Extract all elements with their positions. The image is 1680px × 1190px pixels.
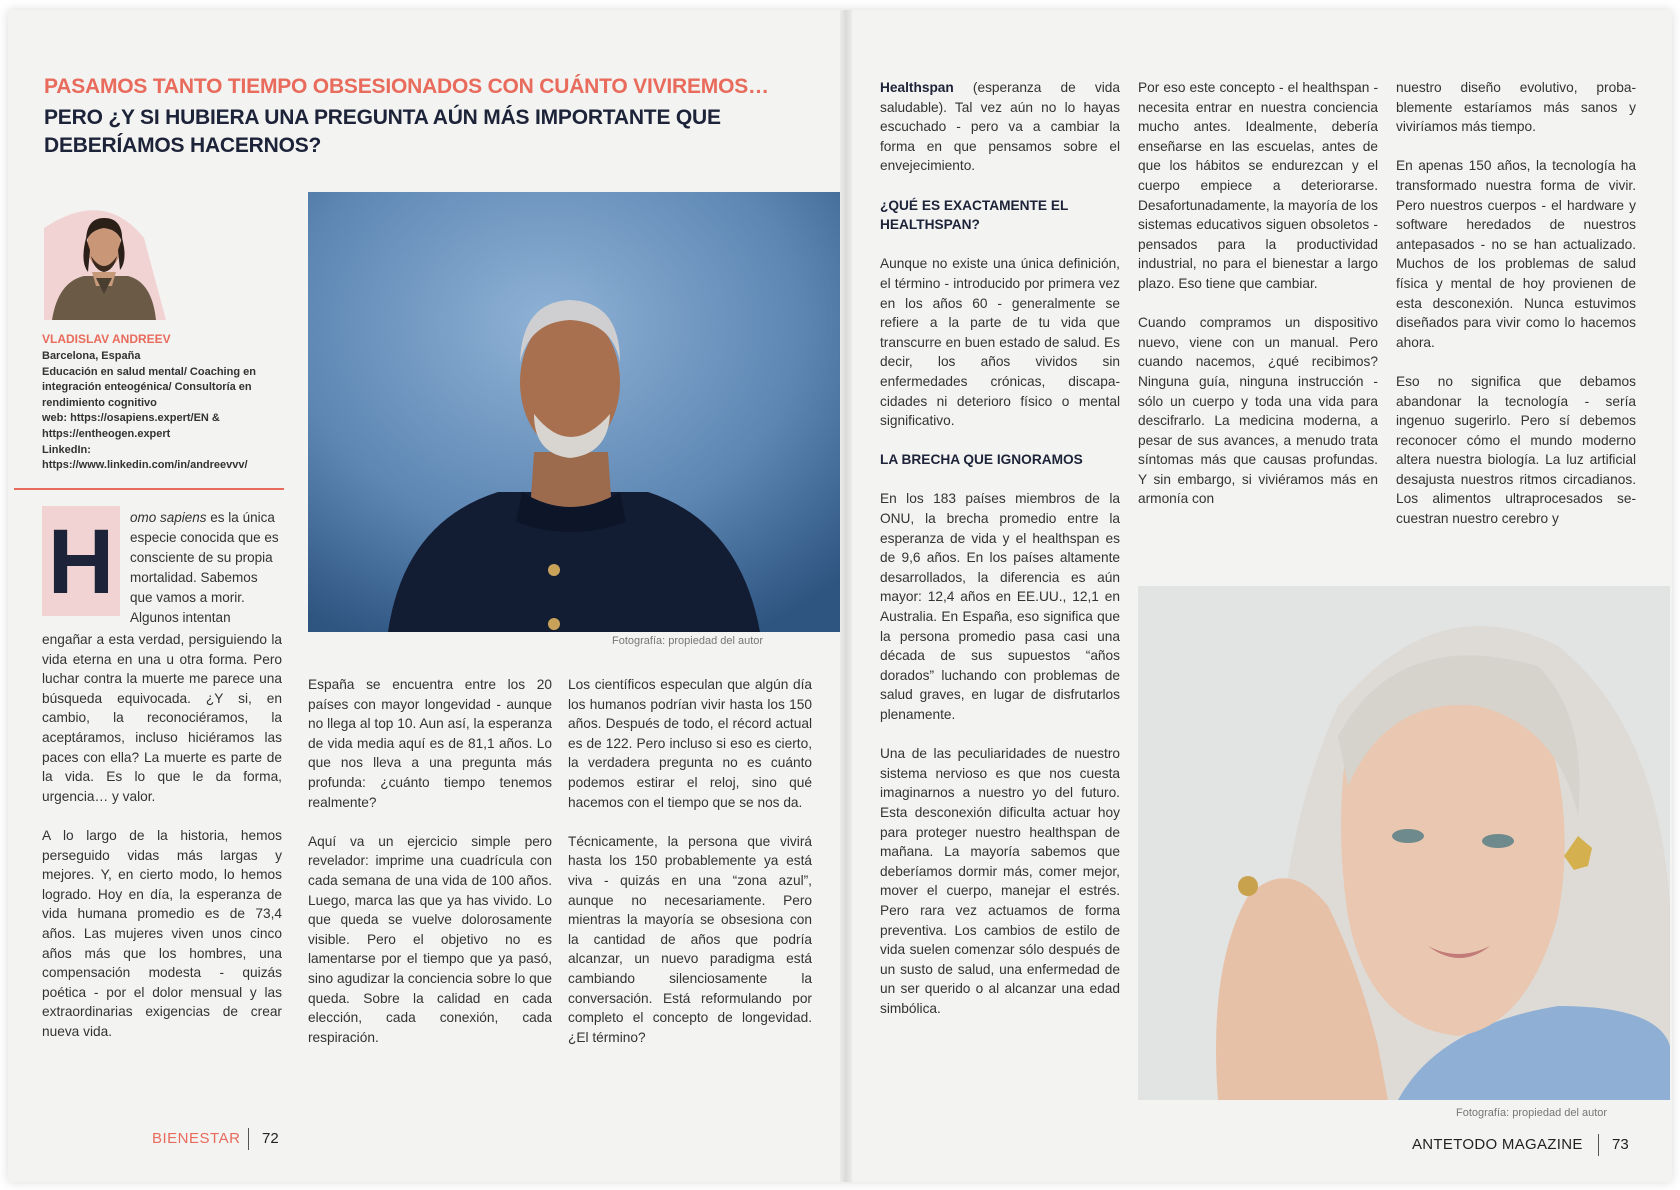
paragraph: Eso no significa que debamos abandonar la tecnología - sería ingenuo sugerirlo. Pero sí debemos reconocer cómo el mundo moderno altera nuestra biología. La luz artificial desajusta nuestros ritmos circadianos. Los alimentos ultraprocesados secuestran nuestro cerebro y xyxy=(1396,373,1636,527)
author-linkedin-link[interactable]: https://www.linkedin.com/in/andreevvv/ xyxy=(42,459,248,472)
paragraph: Cuando compramos un dispositivo nuevo, viene con un manual. Pero cuando nacemos, ¿qué recibimos? Ninguna guía, ninguna instrucción - sólo un cuerpo y toda una vida para descifrarlo. La medicina moderna, a pesar de sus avances, a menudo trata síntomas más que causas profundas. Y sin embargo, si viviéramos más en armonía con xyxy=(1138,315,1378,507)
author-photo xyxy=(44,198,166,320)
intro-italic: omo sapiens xyxy=(130,510,207,525)
article-column-6 xyxy=(1396,78,1636,529)
paragraph: Por eso este concepto - el healthspan - necesita entrar en nuestra conciencia mucho antes. Idealmente, debería enseñarse en las escuelas, antes de que los hábitos se endurezcan y el cuerpo empiece a deteriorarse. Desafortunadamente, la mayoría de los sistemas educativos siguen obsoletos - pensados para la productividad industrial, no para el bienestar a largo plazo. Eso tiene que cambiar. xyxy=(1138,80,1378,291)
author-details xyxy=(42,349,282,474)
author-name: VLADISLAV ANDREEV xyxy=(42,332,171,346)
paragraph: En apenas 150 años, la tecnología ha transformado nuestra forma de vivir. Pero nuestros cuerpos - el hardware y software heredados de nuestros antepasados - no se han actualizado. Muchos de los problemas de salud física y mental de hoy provienen de esta desconexión. Nunca estuvimos diseñados para vivir como lo hacemos ahora. xyxy=(1396,158,1636,350)
page-gutter xyxy=(840,10,852,1182)
section-heading: ¿QUÉ ES EXACTAMENTE EL HEALTHSPAN? xyxy=(880,197,1069,233)
portrait-photo-woman xyxy=(1138,586,1670,1100)
article-column-1 xyxy=(42,630,282,1041)
magazine-spread xyxy=(8,10,1672,1182)
paragraph: Aquí va un ejercicio simple pero revelador: imprime una cuadrícula con cada semana de una vida de 100 años. Luego, marca las que ya has vivido. Lo que queda se vuelve dolorosamente visible. Pero el objetivo no es lamentarse por el tiempo que ya pasó, sino agudizar la conciencia sobre lo que queda. Sobre la calidad en cada elección, cada conexión, cada respiración. xyxy=(308,833,552,1045)
footer-separator xyxy=(1598,1134,1599,1156)
photo-caption-2: Fotografía: propiedad del autor xyxy=(1456,1107,1608,1119)
accent-divider xyxy=(14,488,284,490)
author-location: Barcelona, España xyxy=(42,350,141,362)
dropcap-letter: H xyxy=(47,511,115,613)
paragraph: España se encuentra entre los 20 países con mayor longevidad - aunque no llega al top 10. Aun así, la esperanza de vida media aquí es de 81,1 años. Lo que nos lleva a una pregunta más profunda: ¿cuánto tiempo tenemos realmente? xyxy=(308,677,552,810)
paragraph: nuestro diseño evolutivo, probablemente estaríamos más sanos y viviríamos más tiempo. xyxy=(1396,80,1636,135)
paragraph: engañar a esta verdad, persiguiendo la vida eterna en una u otra forma. Pero luchar contra la muerte me parece una búsqueda equivocada. ¿Y si, en cambio, la reconociéramos, la aceptáramos, incluso hiciéramos las paces con ella? La muerte es parte de la vida. Es lo que le da forma, urgencia… y valor. xyxy=(42,632,282,804)
paragraph: A lo largo de la historia, hemos perseguido vidas más largas y mejores. Y, en cierto modo, lo hemos logrado. Hoy en día, la esperanza de vida humana promedio es de 73,4 años. Las mujeres viven unos cinco años más que los hombres, una compensación modesta - quizás poética - por el dolor mensual y las extraordinarias exigencias de crear nueva vida. xyxy=(42,827,282,1039)
footer-magazine-name: ANTETODO MAGAZINE xyxy=(1412,1136,1583,1153)
paragraph: Una de las peculiaridades de nuestro sistema nervioso es que nos cuesta imaginarnos a nuestro yo del futuro. Esta desconexión dificulta actuar hoy para proteger nuestro healthspan de mañana. La mayoría sabemos que deberíamos dormir más, comer mejor, mover el cuerpo, manejar el estrés. Pero rara vez actuamos de forma preventiva. Los cambios de estilo de vida suelen comenzar sólo después de un susto de salud, una enfermedad de un ser querido o al alcanzar una edad simbólica. xyxy=(880,746,1120,1016)
article-column-2 xyxy=(308,675,552,1047)
intro-paragraph xyxy=(130,508,282,628)
author-web-link[interactable]: web: https://osapiens.expert/EN & https://entheogen.expert xyxy=(42,412,220,440)
page-number-right: 73 xyxy=(1612,1136,1629,1153)
article-column-5 xyxy=(1138,78,1378,509)
page-number-left: 72 xyxy=(262,1130,279,1147)
healthspan-term: Healthspan xyxy=(880,80,954,95)
paragraph: Técnicamente, la persona que vivirá hasta los 150 probablemente ya está viva - quizás en una “zona azul”, aunque no necesariamente. Pero mientras la mayoría se obsesiona con la cantidad de años que podría alcanzar, un nuevo paradigma está cambiando silenciosamente la conversación. Está reformulando por completo el concepto de longevidad. ¿El término? xyxy=(568,833,812,1045)
article-column-4 xyxy=(880,78,1120,1019)
author-profession: Educación en salud mental/ Coaching en integración enteogénica/ Consultoría en rendimiento cognitivo xyxy=(42,365,256,409)
paragraph: En los 183 países miembros de la ONU, la brecha promedio entre la esperanza de vida y el healthspan es de 9,6 años. En los países altamente desarrollados, la diferencia es aún mayor: 12,4 años en EE.UU., 12,1 en Australia. En España, eso significa que la persona promedio pasa casi una década de sus supuestos “años dorados” luchando con problemas de salud graves, en lugar de disfrutarlos plenamente. xyxy=(880,491,1120,722)
photo-caption-1: Fotografía: propiedad del autor xyxy=(612,635,764,647)
section-heading: LA BRECHA QUE IGNORAMOS xyxy=(880,452,1083,468)
portrait-photo-man xyxy=(308,192,840,632)
article-column-3 xyxy=(568,675,812,1047)
paragraph: Healthspan (esperanza de vida saludable). Tal vez aún no lo hayas escuchado - pero va a cambiar la forma en que pensamos sobre el envejecimiento. xyxy=(880,80,1120,174)
paragraph: Aunque no existe una única definición, el término - introducido por primera vez en los años 60 - generalmente se refiere a la parte de tu vida que transcurre en buen estado de salud. Es decir, los años vividos sin enfermedades crónicas, discapacidades ni deterioro físico o mental significativo. xyxy=(880,256,1120,429)
headline-line1: PASAMOS TANTO TIEMPO OBSESIONADOS CON CUÁNTO VIVIREMOS… xyxy=(44,75,769,98)
paragraph: Los científicos especulan que algún día los humanos podrían vivir hasta los 150 años. Después de todo, el récord actual es de 122. Pero incluso si eso es cierto, la verdadera pregunta no es cuánto podemos estirar el reloj, sino qué hacemos con el tiempo que se nos da. xyxy=(568,677,812,810)
footer-section-label: BIENESTAR xyxy=(152,1130,241,1147)
author-linkedin-label: LinkedIn: xyxy=(42,443,91,456)
footer-separator xyxy=(248,1128,249,1150)
intro-text: es la única especie conocida que es consciente de su propia mortalidad. Sabemos que vamos a morir. Algunos intentan xyxy=(130,510,279,625)
headline-line2: PERO ¿Y SI HUBIERA UNA PREGUNTA AÚN MÁS IMPORTANTE QUE DEBERÍAMOS HACERNOS? xyxy=(44,106,721,157)
